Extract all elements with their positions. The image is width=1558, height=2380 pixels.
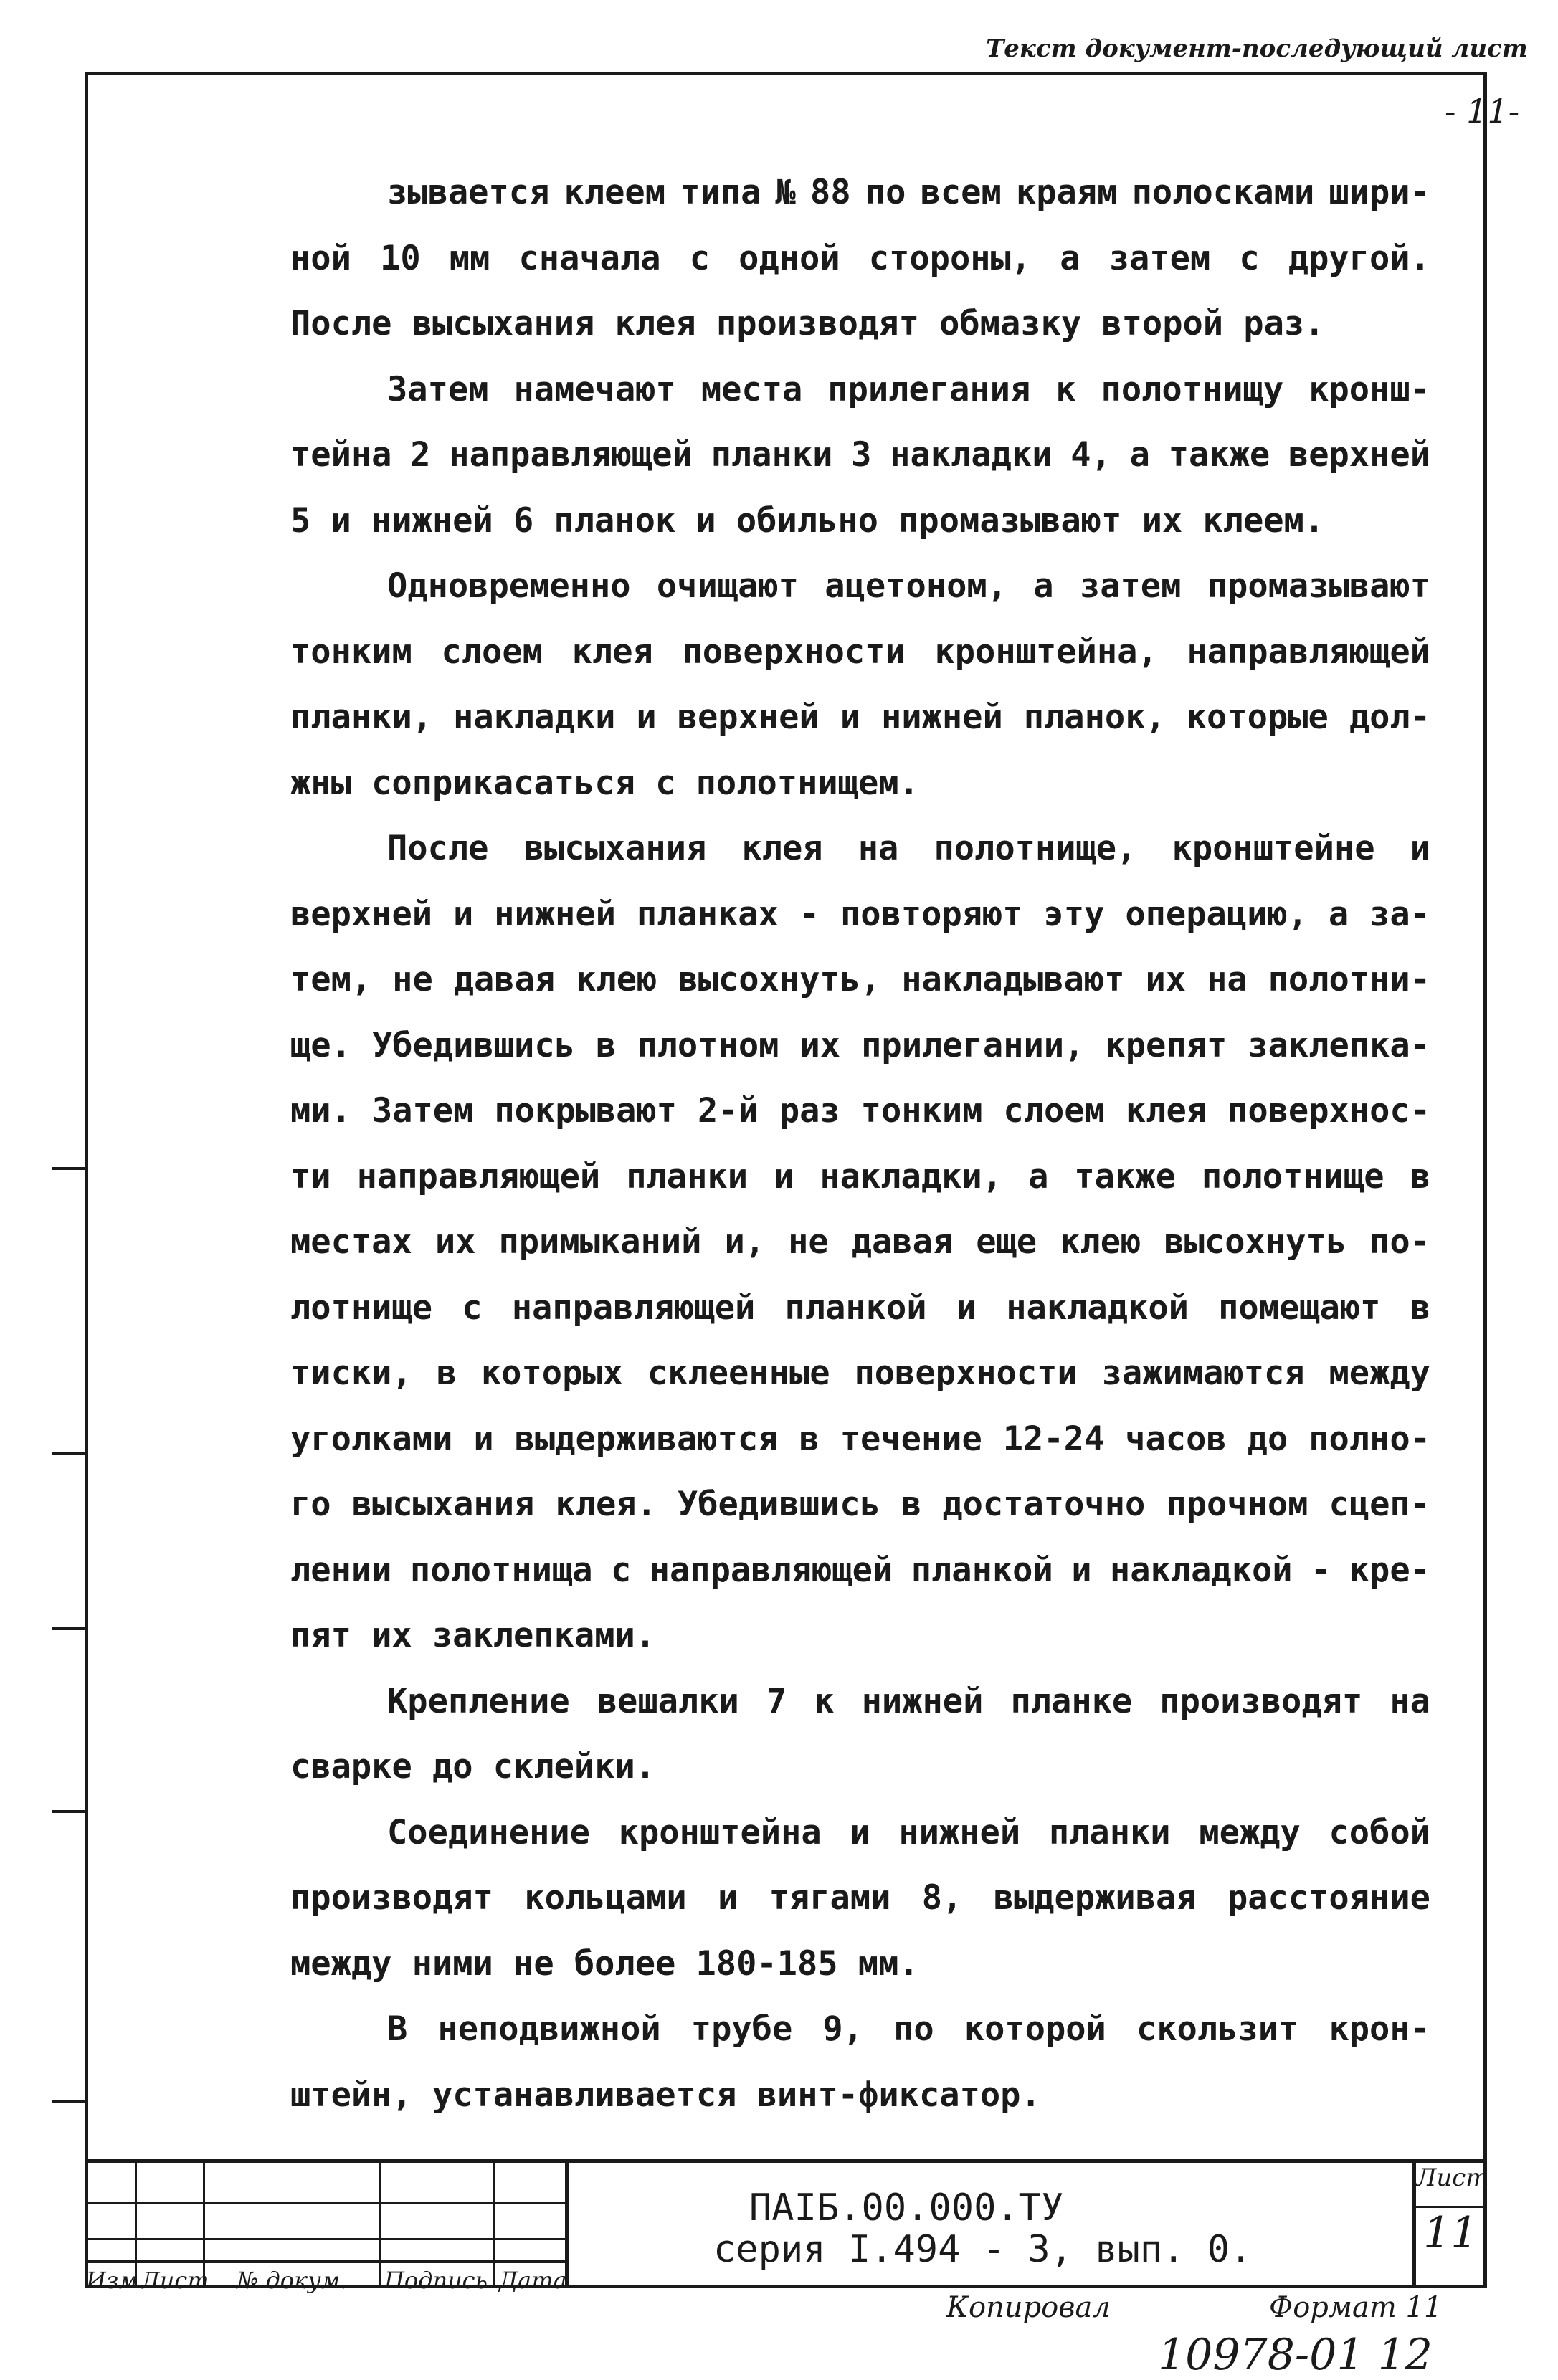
text-line: между ними не более 180-185 мм.: [290, 1943, 919, 1984]
text-line: Затем намечают места прилегания к полотнищу кронш-: [387, 369, 1430, 409]
text-line: ти направляющей планки и накладки, а также полотнище в: [290, 1156, 1430, 1196]
form-label: Формат 11: [1269, 2291, 1443, 2324]
text-line: тонким слоем клея поверхности кронштейна, направляющей: [290, 632, 1430, 672]
label-list: Лист: [141, 2267, 209, 2294]
label-date: Дата: [499, 2267, 567, 2294]
text-line: тейна 2 направляющей планки 3 накладки 4, а также верхней: [290, 435, 1430, 475]
text-line: ми. Затем покрывают 2-й раз тонким слоем клея поверхнос-: [290, 1091, 1430, 1130]
text-line: Крепление вешалки 7 к нижней планке производят на: [387, 1681, 1430, 1721]
text-line: лении полотнища с направляющей планкой и накладкой - кре-: [290, 1550, 1430, 1590]
page-number: - 11-: [1445, 92, 1520, 130]
label-signature: Подпись: [384, 2267, 488, 2294]
text-line: уголками и выдерживаются в течение 12-24 часов до полно-: [290, 1419, 1430, 1459]
copied-by-label: Копировал: [946, 2291, 1111, 2324]
top-header-note: Текст документ-последующий лист: [986, 34, 1528, 63]
text-line: После высыхания клея производят обмазку второй раз.: [290, 304, 1325, 343]
label-izm: Изм: [86, 2267, 138, 2294]
margin-tick: [52, 1627, 86, 1630]
text-line: После высыхания клея на полотнище, кронштейне и: [387, 829, 1430, 868]
text-line: пят их заклепками.: [290, 1616, 656, 1655]
text-line: В неподвижной трубе 9, по которой скользит крон-: [387, 2009, 1430, 2049]
text-line: ной 10 мм сначала с одной стороны, а затем с другой.: [290, 238, 1430, 278]
text-line: штейн, устанавливается винт-фиксатор.: [290, 2075, 1041, 2115]
text-line: тем, не давая клею высохнуть, накладывают их на полотни-: [290, 960, 1430, 999]
text-line: Соединение кронштейна и нижней планки между собой: [387, 1812, 1430, 1852]
doc-series: серия I.494 - 3, вып. 0.: [713, 2228, 1253, 2271]
text-line: сварке до склейки.: [290, 1747, 656, 1786]
footer-code: 10978-01 12: [1158, 2330, 1433, 2380]
doc-code: ПАIБ.00.000.ТУ: [749, 2186, 1064, 2229]
body-text: [290, 160, 1430, 2128]
text-line: производят кольцами и тягами 8, выдерживая расстояние: [290, 1878, 1430, 1918]
text-line: ще. Убедившись в плотном их прилегании, крепят заклепка-: [290, 1025, 1430, 1065]
text-line: тиски, в которых склеенные поверхности зажимаются между: [290, 1353, 1430, 1393]
margin-tick: [52, 1810, 86, 1813]
sheet-label: Лист: [1416, 2164, 1489, 2192]
text-line: 5 и нижней 6 планок и обильно промазывают их клеем.: [290, 500, 1325, 541]
sheet-number: 11: [1423, 2208, 1478, 2258]
text-line: верхней и нижней планках - повторяют эту операцию, а за-: [290, 894, 1430, 934]
text-line: планки, накладки и верхней и нижней планок, которые дол-: [290, 698, 1430, 737]
margin-tick: [52, 1167, 86, 1170]
margin-tick: [52, 1452, 86, 1455]
text-line: Одновременно очищают ацетоном, а затем промазывают: [387, 566, 1430, 606]
text-line: местах их примыканий и, не давая еще клею высохнуть по-: [290, 1222, 1430, 1262]
margin-tick: [52, 2100, 86, 2103]
text-line: зывается клеем типа № 88 по всем краям полосками шири-: [387, 173, 1430, 212]
text-line: жны соприкасаться с полотнищем.: [290, 763, 919, 803]
label-doc-number: № докум.: [237, 2267, 348, 2294]
text-line: го высыхания клея. Убедившись в достаточно прочном сцеп-: [290, 1485, 1430, 1524]
text-line: лотнище с направляющей планкой и накладкой помещают в: [290, 1287, 1430, 1328]
